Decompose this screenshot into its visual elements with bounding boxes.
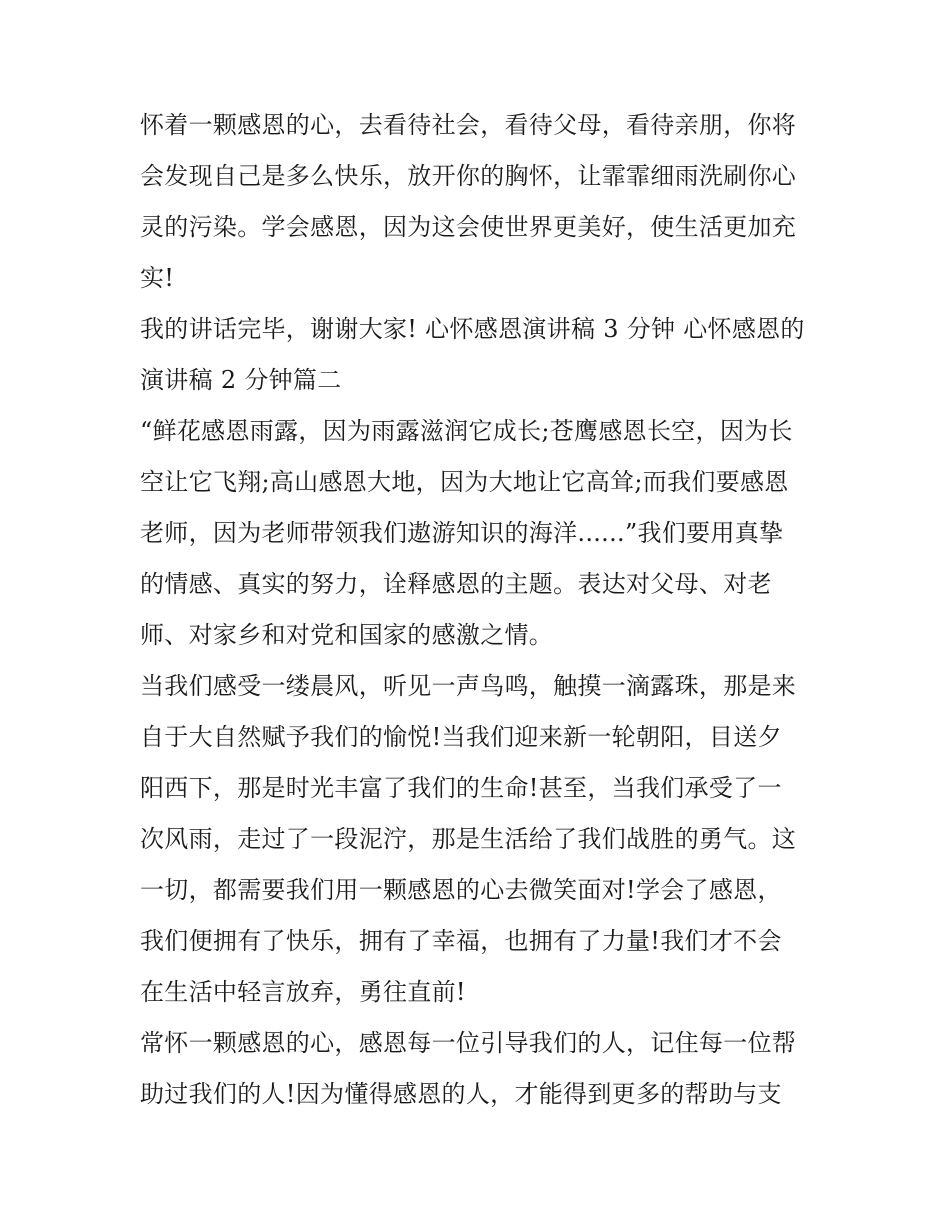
text-line: 阳西下，那是时光丰富了我们的生命!甚至，当我们承受了一 — [140, 774, 782, 802]
text-line: 老师，因为老师带领我们遨游知识的海洋......”我们要用真挚 — [140, 519, 784, 547]
text-line: 常怀一颗感恩的心，感恩每一位引导我们的人，记住每一位帮 — [140, 1029, 797, 1057]
text-line: 空让它飞翔;高山感恩大地，因为大地让它高耸;而我们要感恩 — [140, 468, 789, 496]
text-line: 会发现自己是多么快乐，放开你的胸怀，让霏霏细雨洗刷你心 — [140, 162, 797, 190]
text-line: 当我们感受一缕晨风，听见一声鸟鸣，触摸一滴露珠，那是来 — [140, 672, 797, 700]
text-line: 我们便拥有了快乐，拥有了幸福，也拥有了力量!我们才不会 — [140, 927, 782, 955]
text-line: 师、对家乡和对党和国家的感激之情。 — [140, 621, 554, 649]
text-line: 怀着一颗感恩的心，去看待社会，看待父母，看待亲朋，你将 — [140, 111, 797, 139]
text-line: 在生活中轻言放弃，勇往直前! — [140, 978, 466, 1006]
text-line: 一切，都需要我们用一颗感恩的心去微笑面对!学会了感恩， — [140, 876, 782, 904]
text-line: 助过我们的人!因为懂得感恩的人，才能得到更多的帮助与支 — [140, 1080, 782, 1108]
text-line: 自于大自然赋予我们的愉悦!当我们迎来新一轮朝阳，目送夕 — [140, 723, 782, 751]
text-line: 灵的污染。学会感恩，因为这会使世界更美好，使生活更加充 — [140, 213, 797, 241]
text-line: 我的讲话完毕，谢谢大家! 心怀感恩演讲稿 3 分钟 心怀感恩的 — [140, 315, 805, 343]
text-line: 次风雨，走过了一段泥泞，那是生活给了我们战胜的勇气。这 — [140, 825, 797, 853]
text-line: 实! — [140, 264, 175, 292]
text-line: “鲜花感恩雨露，因为雨露滋润它成长;苍鹰感恩长空，因为长 — [140, 417, 793, 445]
text-line: 的情感、真实的努力，诠释感恩的主题。表达对父母、对老 — [140, 570, 772, 598]
text-line: 演讲稿 2 分钟篇二 — [140, 366, 342, 394]
body-text — [140, 100, 820, 1120]
